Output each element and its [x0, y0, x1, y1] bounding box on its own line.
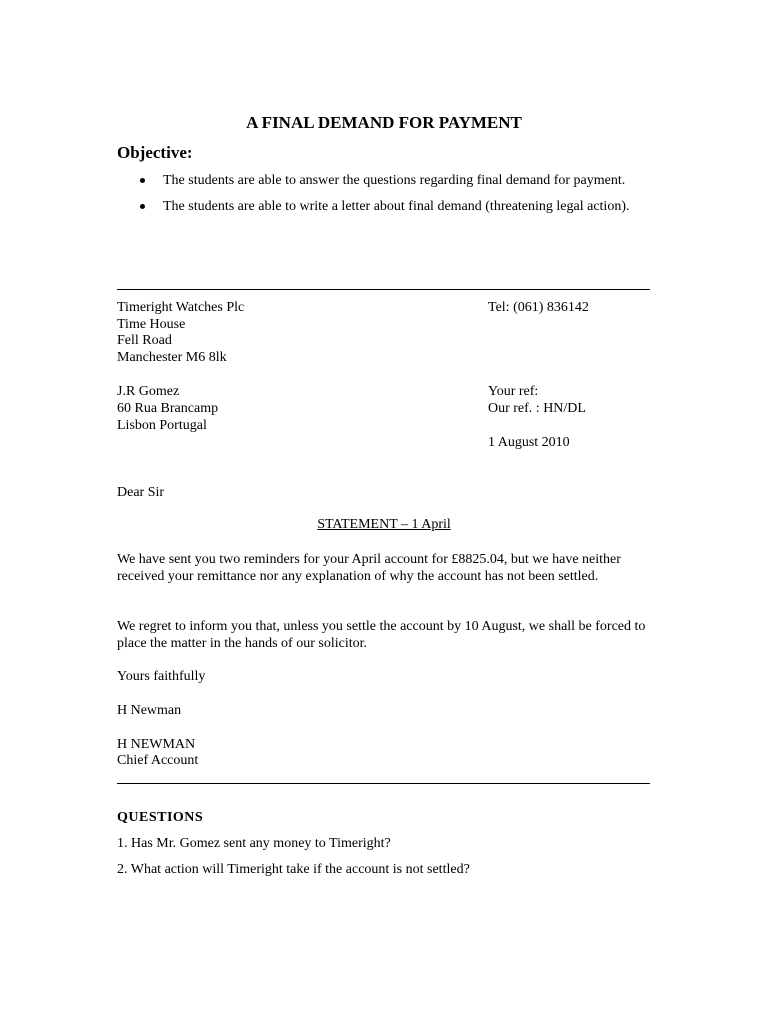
recipient-address-line: 60 Rua Brancamp [117, 401, 219, 416]
sender-address-line: Time House [117, 317, 186, 332]
objective-list [140, 168, 640, 220]
question-item: 1. Has Mr. Gomez sent any money to Timeright? [117, 836, 391, 851]
objective-item [140, 168, 640, 194]
your-reference: Your ref: [488, 384, 539, 399]
signer-name: H NEWMAN [117, 737, 196, 752]
questions-heading: QUESTIONS [117, 810, 204, 825]
body-paragraph: We have sent you two reminders for your April account for £8825.04, but we have neither received your remittance nor any explanation of why the account has not been settled. [117, 552, 621, 584]
objective-text: The students are able to answer the questions regarding final demand for payment. [163, 173, 626, 188]
question-item: 2. What action will Timeright take if the account is not settled? [117, 862, 470, 877]
letter-subject: STATEMENT – 1 April [317, 517, 451, 532]
objective-text: The students are able to write a letter about final demand (threatening legal action). [163, 199, 630, 214]
bullet-icon [140, 204, 145, 209]
sender-company: Timeright Watches Plc [117, 300, 245, 315]
recipient-name: J.R Gomez [117, 384, 180, 399]
recipient-address-line: Lisbon Portugal [117, 418, 207, 433]
objective-heading: Objective: [117, 143, 193, 162]
bullet-icon [140, 178, 145, 183]
salutation: Dear Sir [117, 485, 165, 500]
body-paragraph: We regret to inform you that, unless you settle the account by 10 August, we shall be forced to place the matter in the hands of our solicitor. [117, 619, 646, 651]
objective-item [140, 194, 640, 220]
sender-address-line: Manchester M6 8lk [117, 350, 227, 365]
letter-date: 1 August 2010 [488, 435, 570, 450]
signer-title: Chief Account [117, 753, 199, 768]
sender-telephone: Tel: (061) 836142 [488, 300, 589, 315]
top-divider [117, 289, 650, 290]
closing: Yours faithfully [117, 669, 206, 684]
our-reference: Our ref. : HN/DL [488, 401, 586, 416]
sender-address-line: Fell Road [117, 333, 172, 348]
signature: H Newman [117, 703, 182, 718]
bottom-divider [117, 783, 650, 784]
page-title: A FINAL DEMAND FOR PAYMENT [246, 113, 522, 132]
